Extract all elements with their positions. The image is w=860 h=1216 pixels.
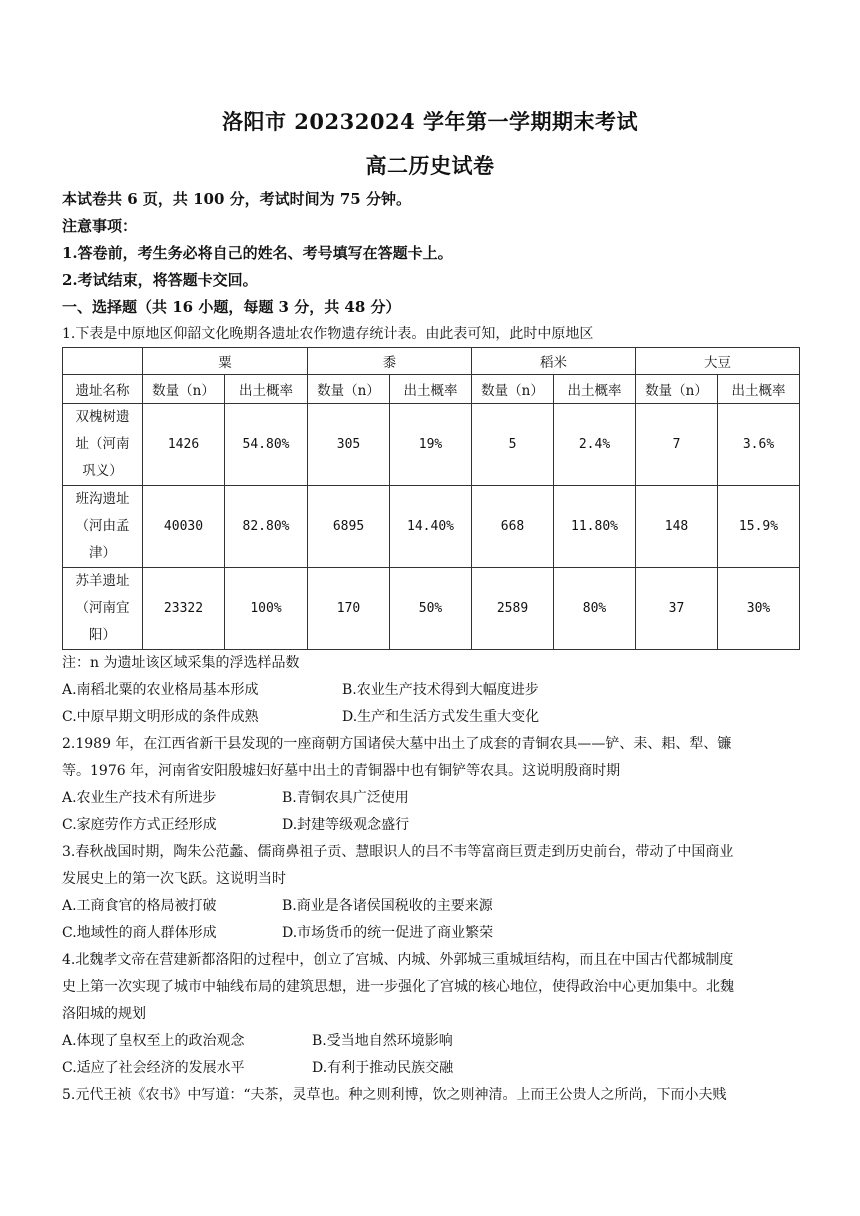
count-header: 数量（n） — [143, 375, 225, 404]
question-3-stem-line: 发展史上的第一次飞跃。这说明当时 — [62, 871, 286, 887]
option-b[interactable]: B.农业生产技术得到大幅度进步 — [342, 682, 539, 698]
question-3-stem-line: 3.春秋战国时期，陶朱公范蠡、儒商鼻祖子贡、慧眼识人的吕不韦等富商巨贾走到历史前台，带动了中国商业 — [62, 844, 734, 860]
value-cell: 148 — [636, 486, 718, 568]
question-2-stem-line: 等。1976 年，河南省安阳殷墟妇好墓中出土的青铜器中也有铜铲等农具。这说明殷商时期 — [62, 763, 621, 779]
table-row — [63, 404, 800, 486]
value-cell: 6895 — [308, 486, 390, 568]
rate-header: 出土概率 — [390, 375, 472, 404]
rate-header: 出土概率 — [718, 375, 800, 404]
site-name-line: 址（河南 — [75, 436, 130, 452]
table-header-metrics — [63, 375, 800, 404]
value-cell: 37 — [636, 568, 718, 650]
site-name-line: 巩义） — [82, 463, 123, 479]
site-name-header: 遗址名称 — [63, 375, 143, 404]
site-name-line: 津） — [89, 545, 116, 561]
crop-header-broomcorn: 黍 — [308, 348, 472, 375]
option-c[interactable]: C.家庭劳作方式正经形成 — [62, 817, 217, 833]
crop-header-millet: 粟 — [143, 348, 308, 375]
question-4-stem-line: 洛阳城的规划 — [62, 1006, 146, 1022]
option-a[interactable]: A.工商食官的格局被打破 — [62, 898, 217, 914]
value-cell: 3.6% — [718, 404, 800, 486]
value-cell: 2589 — [472, 568, 554, 650]
site-name-cell — [63, 568, 143, 650]
site-name-line: 阳） — [89, 627, 116, 643]
notice-heading: 注意事项： — [62, 217, 138, 235]
notice-item-2: 2.考试结束，将答题卡交回。 — [62, 271, 258, 289]
crop-header-rice: 稻米 — [472, 348, 636, 375]
option-d[interactable]: D.生产和生活方式发生重大变化 — [342, 709, 540, 725]
table-corner-cell — [63, 348, 143, 375]
rate-header: 出土概率 — [225, 375, 308, 404]
table-header-crops — [63, 348, 800, 375]
question-4-stem-line: 史上第一次实现了城市中轴线布局的建筑思想，进一步强化了宫城的核心地位，使得政治中心更加集中。北魏 — [62, 979, 734, 995]
exam-info: 本试卷共 6 页，共 100 分，考试时间为 75 分钟。 — [62, 190, 411, 208]
option-a[interactable]: A.南稻北粟的农业格局基本形成 — [62, 682, 259, 698]
value-cell: 100% — [225, 568, 308, 650]
option-d[interactable]: D.封建等级观念盛行 — [282, 817, 410, 833]
option-c[interactable]: C.中原早期文明形成的条件成熟 — [62, 709, 259, 725]
value-cell: 80% — [554, 568, 636, 650]
option-c[interactable]: C.适应了社会经济的发展水平 — [62, 1060, 245, 1076]
section-heading: 一、选择题（共 16 小题，每题 3 分，共 48 分） — [62, 298, 401, 316]
count-header: 数量（n） — [308, 375, 390, 404]
option-a[interactable]: A.农业生产技术有所进步 — [62, 790, 217, 806]
site-name-line: 双槐树遗 — [75, 409, 130, 425]
site-name-cell — [63, 404, 143, 486]
value-cell: 82.80% — [225, 486, 308, 568]
question-2-stem-line: 2.1989 年，在江西省新干县发现的一座商朝方国诸侯大墓中出土了成套的青铜农具——铲、耒、耜、犁、镰 — [62, 736, 732, 752]
value-cell: 668 — [472, 486, 554, 568]
site-name-line: 苏羊遗址 — [75, 573, 130, 589]
table-row — [63, 568, 800, 650]
value-cell: 40030 — [143, 486, 225, 568]
question-1-stem: 1.下表是中原地区仰韶文化晚期各遗址农作物遗存统计表。由此表可知，此时中原地区 — [62, 326, 594, 342]
value-cell: 54.80% — [225, 404, 308, 486]
table-row — [63, 486, 800, 568]
value-cell: 50% — [390, 568, 472, 650]
option-b[interactable]: B.商业是各诸侯国税收的主要来源 — [282, 898, 493, 914]
site-name-line: （河由孟 — [75, 518, 130, 534]
question-5-stem-line: 5.元代王祯《农书》中写道：“夫茶，灵草也。种之则利博，饮之则神清。上而王公贵人之所尚，下而小夫贱 — [62, 1087, 727, 1103]
exam-title: 洛阳市 20232024 学年第一学期期末考试 — [221, 109, 638, 134]
value-cell: 15.9% — [718, 486, 800, 568]
value-cell: 2.4% — [554, 404, 636, 486]
option-b[interactable]: B.受当地自然环境影响 — [312, 1033, 453, 1049]
option-a[interactable]: A.体现了皇权至上的政治观念 — [62, 1033, 245, 1049]
value-cell: 11.80% — [554, 486, 636, 568]
crop-remains-table — [62, 347, 800, 650]
exam-subtitle: 高二历史试卷 — [365, 153, 495, 178]
value-cell: 305 — [308, 404, 390, 486]
value-cell: 5 — [472, 404, 554, 486]
value-cell: 14.40% — [390, 486, 472, 568]
rate-header: 出土概率 — [554, 375, 636, 404]
option-d[interactable]: D.有利于推动民族交融 — [312, 1060, 454, 1076]
site-name-cell — [63, 486, 143, 568]
option-b[interactable]: B.青铜农具广泛使用 — [282, 790, 409, 806]
value-cell: 23322 — [143, 568, 225, 650]
value-cell: 1426 — [143, 404, 225, 486]
table-note: 注：n 为遗址该区域采集的浮选样品数 — [62, 655, 300, 671]
crop-header-soybean: 大豆 — [636, 348, 800, 375]
site-name-line: （河南宜 — [75, 600, 130, 616]
option-c[interactable]: C.地域性的商人群体形成 — [62, 925, 217, 941]
value-cell: 19% — [390, 404, 472, 486]
notice-item-1: 1.答卷前，考生务必将自己的姓名、考号填写在答题卡上。 — [62, 244, 453, 262]
value-cell: 7 — [636, 404, 718, 486]
count-header: 数量（n） — [636, 375, 718, 404]
option-d[interactable]: D.市场货币的统一促进了商业繁荣 — [282, 925, 494, 941]
value-cell: 30% — [718, 568, 800, 650]
value-cell: 170 — [308, 568, 390, 650]
question-4-stem-line: 4.北魏孝文帝在营建新都洛阳的过程中，创立了宫城、内城、外郭城三重城垣结构，而且在中国古代都城制度 — [62, 952, 734, 968]
count-header: 数量（n） — [472, 375, 554, 404]
site-name-line: 班沟遗址 — [75, 491, 130, 507]
